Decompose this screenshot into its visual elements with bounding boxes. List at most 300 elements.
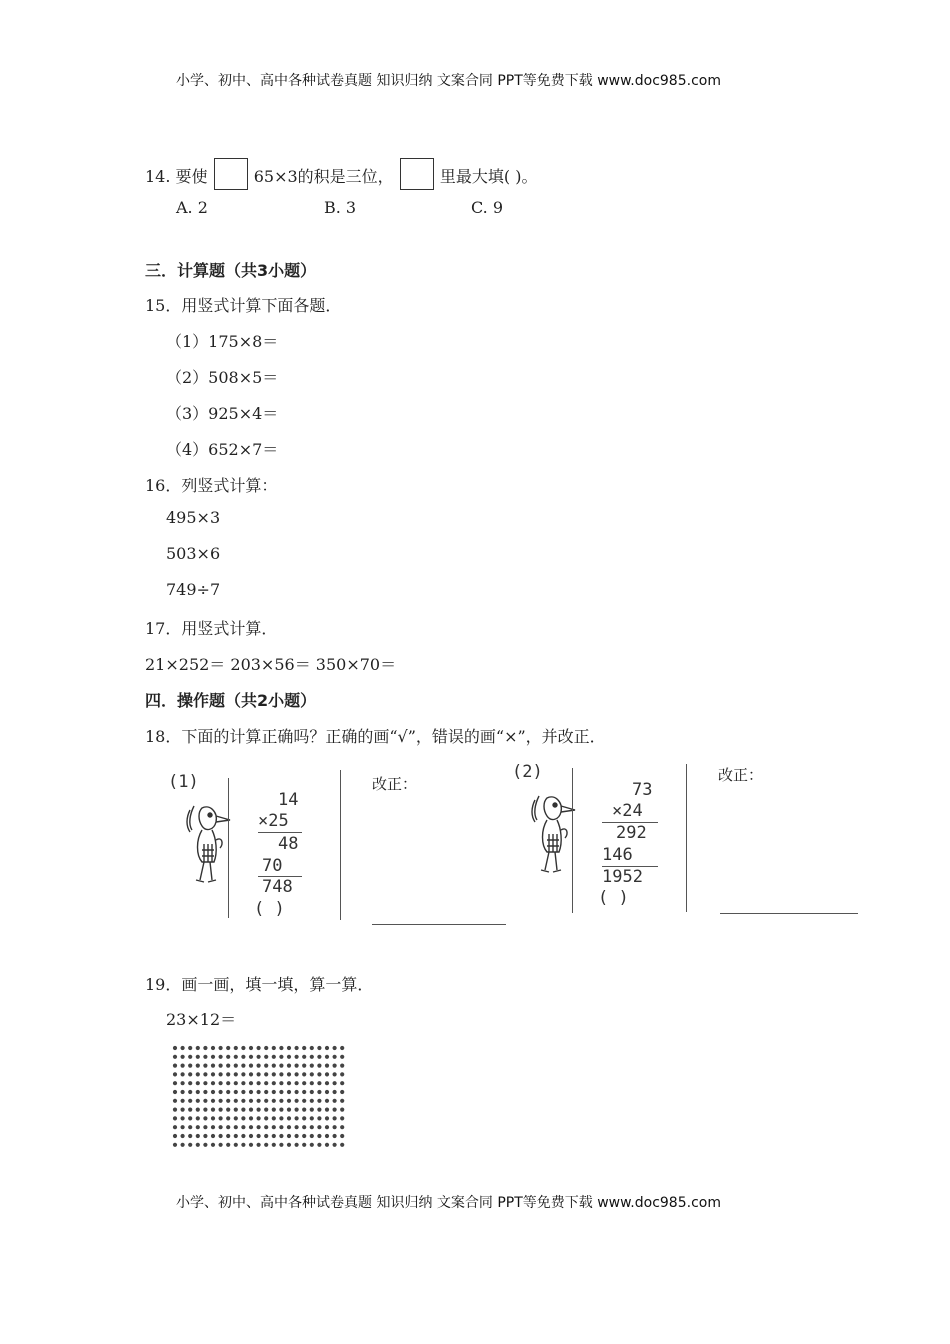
woodpecker-icon	[525, 790, 577, 885]
grid-dot	[325, 1081, 329, 1085]
grid-dot	[317, 1046, 321, 1050]
grid-dot	[302, 1064, 306, 1068]
q18-panel2-tree-trunk	[572, 768, 573, 913]
grid-dot	[211, 1143, 215, 1147]
section-3-title: 三．计算题（共3小题）	[145, 261, 317, 280]
grid-dot	[203, 1072, 207, 1076]
q16-item-1: 495×3	[166, 508, 221, 527]
grid-dot	[325, 1099, 329, 1103]
grid-dot	[257, 1143, 261, 1147]
grid-dot	[295, 1055, 299, 1059]
grid-dot	[257, 1116, 261, 1120]
grid-dot	[317, 1090, 321, 1094]
q18-panel1-rule-1	[258, 832, 302, 833]
grid-dot	[211, 1081, 215, 1085]
grid-dot	[188, 1099, 192, 1103]
grid-dot	[181, 1099, 185, 1103]
grid-dot	[196, 1072, 200, 1076]
grid-dot	[295, 1072, 299, 1076]
grid-dot	[234, 1108, 238, 1112]
grid-dot	[241, 1081, 245, 1085]
grid-dot	[340, 1081, 344, 1085]
grid-dot	[173, 1064, 177, 1068]
grid-dot	[295, 1099, 299, 1103]
grid-dot	[203, 1081, 207, 1085]
grid-dot	[226, 1143, 230, 1147]
grid-dot	[310, 1143, 314, 1147]
grid-dot	[211, 1055, 215, 1059]
grid-dot	[249, 1116, 253, 1120]
grid-dot	[219, 1143, 223, 1147]
q16-item-2: 503×6	[166, 544, 221, 563]
q19-expression: 23×12＝	[166, 1010, 237, 1029]
grid-dot	[325, 1125, 329, 1129]
grid-dot	[257, 1072, 261, 1076]
q18-panel1-divider	[340, 770, 341, 920]
grid-dot	[203, 1064, 207, 1068]
grid-dot	[257, 1125, 261, 1129]
grid-dot	[188, 1134, 192, 1138]
grid-dot	[333, 1064, 337, 1068]
grid-dot	[295, 1125, 299, 1129]
q18-panel1-row-1: 14	[278, 790, 299, 810]
grid-dot	[196, 1116, 200, 1120]
grid-dot	[333, 1143, 337, 1147]
grid-dot	[264, 1125, 268, 1129]
grid-dot	[310, 1081, 314, 1085]
grid-dot	[317, 1064, 321, 1068]
q18-panel2-correction-line[interactable]	[720, 913, 858, 914]
grid-dot	[310, 1055, 314, 1059]
q16-item-3: 749÷7	[166, 580, 221, 599]
grid-dot	[264, 1143, 268, 1147]
grid-dot	[264, 1046, 268, 1050]
grid-dot	[181, 1116, 185, 1120]
grid-dot	[188, 1055, 192, 1059]
grid-dot	[173, 1055, 177, 1059]
grid-dot	[234, 1134, 238, 1138]
grid-dot	[272, 1081, 276, 1085]
q18-panel2-row-4: 146	[602, 845, 633, 865]
q18-panel2-judge[interactable]: ( )	[598, 888, 629, 908]
grid-dot	[241, 1108, 245, 1112]
grid-dot	[325, 1090, 329, 1094]
grid-dot	[257, 1134, 261, 1138]
grid-dot	[241, 1134, 245, 1138]
grid-dot	[295, 1108, 299, 1112]
grid-dot	[219, 1081, 223, 1085]
grid-dot	[310, 1108, 314, 1112]
grid-dot	[310, 1099, 314, 1103]
grid-dot	[302, 1081, 306, 1085]
grid-dot	[188, 1125, 192, 1129]
grid-dot	[226, 1072, 230, 1076]
grid-dot	[279, 1046, 283, 1050]
grid-dot	[310, 1072, 314, 1076]
grid-dot	[264, 1072, 268, 1076]
grid-dot	[181, 1046, 185, 1050]
grid-dot	[333, 1090, 337, 1094]
grid-dot	[241, 1072, 245, 1076]
grid-dot	[226, 1134, 230, 1138]
grid-dot	[219, 1090, 223, 1094]
grid-dot	[188, 1046, 192, 1050]
grid-dot	[188, 1143, 192, 1147]
grid-dot	[272, 1125, 276, 1129]
grid-dot	[181, 1090, 185, 1094]
grid-dot	[287, 1134, 291, 1138]
grid-dot	[226, 1108, 230, 1112]
grid-dot	[310, 1046, 314, 1050]
grid-dot	[219, 1125, 223, 1129]
grid-dot	[196, 1046, 200, 1050]
grid-dot	[333, 1046, 337, 1050]
grid-dot	[279, 1108, 283, 1112]
grid-dot	[173, 1134, 177, 1138]
grid-dot	[249, 1099, 253, 1103]
q18-panel1-label: (1)	[168, 772, 199, 792]
grid-dot	[317, 1072, 321, 1076]
grid-dot	[173, 1108, 177, 1112]
grid-dot	[234, 1072, 238, 1076]
grid-dot	[317, 1055, 321, 1059]
grid-dot	[279, 1090, 283, 1094]
grid-dot	[264, 1064, 268, 1068]
grid-dot	[325, 1143, 329, 1147]
grid-dot	[257, 1081, 261, 1085]
woodpecker-icon	[180, 800, 232, 895]
page-footer: 小学、初中、高中各种试卷真题 知识归纳 文案合同 PPT等免费下载 www.doc985.com	[176, 1195, 721, 1211]
grid-dot	[211, 1046, 215, 1050]
grid-dot	[173, 1081, 177, 1085]
grid-dot	[196, 1090, 200, 1094]
grid-dot	[340, 1125, 344, 1129]
q18-panel1-correction-line[interactable]	[372, 924, 506, 925]
q14-option-c[interactable]: C. 9	[471, 198, 504, 217]
grid-dot	[302, 1125, 306, 1129]
grid-dot	[302, 1055, 306, 1059]
grid-dot	[340, 1116, 344, 1120]
q14-prefix: 14. 要使	[145, 167, 208, 186]
question-15-title: 15．用竖式计算下面各题．	[145, 296, 342, 315]
grid-dot	[287, 1090, 291, 1094]
q15-item-1: （1）175×8＝	[166, 332, 279, 351]
grid-dot	[188, 1064, 192, 1068]
grid-dot	[272, 1116, 276, 1120]
grid-dot	[173, 1099, 177, 1103]
question-16-title: 16．列竖式计算：	[145, 476, 278, 495]
grid-dot	[272, 1064, 276, 1068]
grid-dot	[264, 1099, 268, 1103]
grid-dot	[181, 1072, 185, 1076]
grid-dot	[333, 1055, 337, 1059]
grid-dot	[181, 1055, 185, 1059]
grid-dot	[333, 1108, 337, 1112]
grid-dot	[310, 1090, 314, 1094]
grid-dot	[211, 1099, 215, 1103]
grid-dot	[340, 1072, 344, 1076]
grid-dot	[173, 1125, 177, 1129]
q18-panel2-row-1: 73	[632, 780, 653, 800]
grid-dot	[188, 1108, 192, 1112]
grid-dot	[234, 1099, 238, 1103]
grid-dot	[333, 1072, 337, 1076]
grid-dot	[333, 1099, 337, 1103]
q18-panel1-row-2: ×25	[258, 811, 289, 831]
grid-dot	[279, 1116, 283, 1120]
grid-dot	[272, 1072, 276, 1076]
grid-dot	[257, 1090, 261, 1094]
grid-dot	[302, 1099, 306, 1103]
grid-dot	[188, 1072, 192, 1076]
grid-dot	[325, 1055, 329, 1059]
grid-dot	[241, 1143, 245, 1147]
grid-dot	[234, 1046, 238, 1050]
grid-dot	[279, 1081, 283, 1085]
grid-dot	[173, 1072, 177, 1076]
grid-dot	[211, 1072, 215, 1076]
grid-dot	[226, 1116, 230, 1120]
grid-dot	[310, 1064, 314, 1068]
grid-dot	[272, 1090, 276, 1094]
dot-grid[interactable]	[172, 1044, 350, 1154]
grid-dot	[295, 1116, 299, 1120]
grid-dot	[249, 1125, 253, 1129]
grid-dot	[249, 1134, 253, 1138]
grid-dot	[317, 1116, 321, 1120]
q17-expressions: 21×252＝ 203×56＝ 350×70＝	[145, 655, 397, 674]
grid-dot	[287, 1116, 291, 1120]
grid-dot	[211, 1090, 215, 1094]
question-19-title: 19．画一画，填一填，算一算．	[145, 975, 374, 994]
grid-dot	[234, 1090, 238, 1094]
grid-dot	[181, 1081, 185, 1085]
grid-dot	[295, 1081, 299, 1085]
grid-dot	[340, 1134, 344, 1138]
grid-dot	[188, 1116, 192, 1120]
grid-dot	[340, 1055, 344, 1059]
grid-dot	[302, 1134, 306, 1138]
q18-panel1-judge[interactable]: ( )	[254, 899, 285, 919]
grid-dot	[310, 1116, 314, 1120]
q18-panel1-correction-label: 改正：	[372, 775, 418, 793]
q14-blank-box-1[interactable]	[214, 158, 248, 190]
grid-dot	[234, 1055, 238, 1059]
grid-dot	[188, 1090, 192, 1094]
q15-item-3: （3）925×4＝	[166, 404, 279, 423]
grid-dot	[287, 1143, 291, 1147]
grid-dot	[226, 1081, 230, 1085]
grid-dot	[219, 1055, 223, 1059]
grid-dot	[234, 1143, 238, 1147]
grid-dot	[279, 1072, 283, 1076]
grid-dot	[325, 1072, 329, 1076]
grid-dot	[279, 1143, 283, 1147]
grid-dot	[340, 1108, 344, 1112]
grid-dot	[325, 1108, 329, 1112]
grid-dot	[272, 1134, 276, 1138]
grid-dot	[249, 1090, 253, 1094]
grid-dot	[302, 1108, 306, 1112]
grid-dot	[333, 1116, 337, 1120]
grid-dot	[226, 1055, 230, 1059]
grid-dot	[310, 1125, 314, 1129]
grid-dot	[264, 1055, 268, 1059]
grid-dot	[241, 1064, 245, 1068]
grid-dot	[279, 1055, 283, 1059]
grid-dot	[302, 1046, 306, 1050]
grid-dot	[173, 1143, 177, 1147]
grid-dot	[181, 1125, 185, 1129]
grid-dot	[234, 1125, 238, 1129]
grid-dot	[340, 1046, 344, 1050]
q14-blank-box-2[interactable]	[400, 158, 434, 190]
grid-dot	[173, 1116, 177, 1120]
grid-dot	[203, 1143, 207, 1147]
q14-option-b[interactable]: B. 3	[324, 198, 357, 217]
q15-item-2: （2）508×5＝	[166, 368, 279, 387]
grid-dot	[249, 1072, 253, 1076]
grid-dot	[340, 1090, 344, 1094]
grid-dot	[226, 1125, 230, 1129]
grid-dot	[219, 1116, 223, 1120]
grid-dot	[264, 1116, 268, 1120]
grid-dot	[203, 1090, 207, 1094]
grid-dot	[287, 1064, 291, 1068]
grid-dot	[181, 1108, 185, 1112]
grid-dot	[302, 1116, 306, 1120]
grid-dot	[181, 1064, 185, 1068]
q18-panel1-row-5: 748	[262, 877, 293, 897]
q14-suffix: 里最大填( )。	[439, 167, 538, 186]
grid-dot	[249, 1081, 253, 1085]
grid-dot	[257, 1108, 261, 1112]
grid-dot	[173, 1090, 177, 1094]
grid-dot	[226, 1064, 230, 1068]
grid-dot	[257, 1046, 261, 1050]
q14-option-a[interactable]: A. 2	[176, 198, 208, 217]
grid-dot	[196, 1055, 200, 1059]
grid-dot	[181, 1143, 185, 1147]
grid-dot	[219, 1134, 223, 1138]
grid-dot	[196, 1099, 200, 1103]
q18-panel2-row-5: 1952	[602, 867, 643, 887]
grid-dot	[241, 1055, 245, 1059]
grid-dot	[211, 1108, 215, 1112]
grid-dot	[203, 1046, 207, 1050]
grid-dot	[219, 1046, 223, 1050]
q18-panel1-row-3: 48	[278, 834, 299, 854]
grid-dot	[203, 1099, 207, 1103]
grid-dot	[317, 1134, 321, 1138]
grid-dot	[257, 1064, 261, 1068]
grid-dot	[272, 1055, 276, 1059]
grid-dot	[302, 1072, 306, 1076]
grid-dot	[272, 1046, 276, 1050]
grid-dot	[295, 1046, 299, 1050]
grid-dot	[279, 1099, 283, 1103]
grid-dot	[196, 1134, 200, 1138]
grid-dot	[226, 1090, 230, 1094]
grid-dot	[317, 1143, 321, 1147]
grid-dot	[295, 1143, 299, 1147]
grid-dot	[264, 1108, 268, 1112]
grid-dot	[234, 1064, 238, 1068]
q18-panel2-divider	[686, 764, 687, 912]
grid-dot	[340, 1099, 344, 1103]
q18-panel2-correction-label: 改正：	[718, 766, 764, 784]
grid-dot	[272, 1108, 276, 1112]
grid-dot	[287, 1055, 291, 1059]
grid-dot	[287, 1072, 291, 1076]
grid-dot	[302, 1090, 306, 1094]
grid-dot	[226, 1099, 230, 1103]
grid-dot	[249, 1064, 253, 1068]
grid-dot	[196, 1125, 200, 1129]
grid-dot	[295, 1064, 299, 1068]
grid-dot	[234, 1116, 238, 1120]
grid-dot	[226, 1046, 230, 1050]
grid-dot	[317, 1099, 321, 1103]
grid-dot	[219, 1064, 223, 1068]
grid-dot	[272, 1099, 276, 1103]
grid-dot	[279, 1125, 283, 1129]
grid-dot	[287, 1046, 291, 1050]
grid-dot	[203, 1108, 207, 1112]
grid-dot	[196, 1081, 200, 1085]
grid-dot	[279, 1064, 283, 1068]
question-14	[145, 158, 537, 190]
q18-panel2-row-2: ×24	[612, 801, 643, 821]
question-17-title: 17．用竖式计算．	[145, 619, 278, 638]
grid-dot	[340, 1143, 344, 1147]
grid-dot	[325, 1064, 329, 1068]
grid-dot	[317, 1125, 321, 1129]
grid-dot	[196, 1143, 200, 1147]
grid-dot	[333, 1081, 337, 1085]
grid-dot	[333, 1125, 337, 1129]
grid-dot	[211, 1125, 215, 1129]
grid-dot	[241, 1125, 245, 1129]
grid-dot	[333, 1134, 337, 1138]
grid-dot	[264, 1081, 268, 1085]
grid-dot	[302, 1143, 306, 1147]
grid-dot	[287, 1125, 291, 1129]
grid-dot	[219, 1108, 223, 1112]
grid-dot	[203, 1055, 207, 1059]
grid-dot	[249, 1046, 253, 1050]
grid-dot	[264, 1134, 268, 1138]
grid-dot	[249, 1108, 253, 1112]
grid-dot	[241, 1046, 245, 1050]
grid-dot	[203, 1134, 207, 1138]
grid-dot	[272, 1143, 276, 1147]
grid-dot	[203, 1125, 207, 1129]
grid-dot	[257, 1055, 261, 1059]
grid-dot	[219, 1099, 223, 1103]
grid-dot	[295, 1090, 299, 1094]
grid-dot	[203, 1116, 207, 1120]
grid-dot	[196, 1064, 200, 1068]
q18-panel1-row-4: 70	[262, 856, 283, 876]
grid-dot	[241, 1116, 245, 1120]
q14-middle: 65×3的积是三位，	[253, 167, 394, 186]
grid-dot	[211, 1134, 215, 1138]
grid-dot	[317, 1108, 321, 1112]
grid-dot	[325, 1046, 329, 1050]
grid-dot	[196, 1108, 200, 1112]
grid-dot	[211, 1116, 215, 1120]
